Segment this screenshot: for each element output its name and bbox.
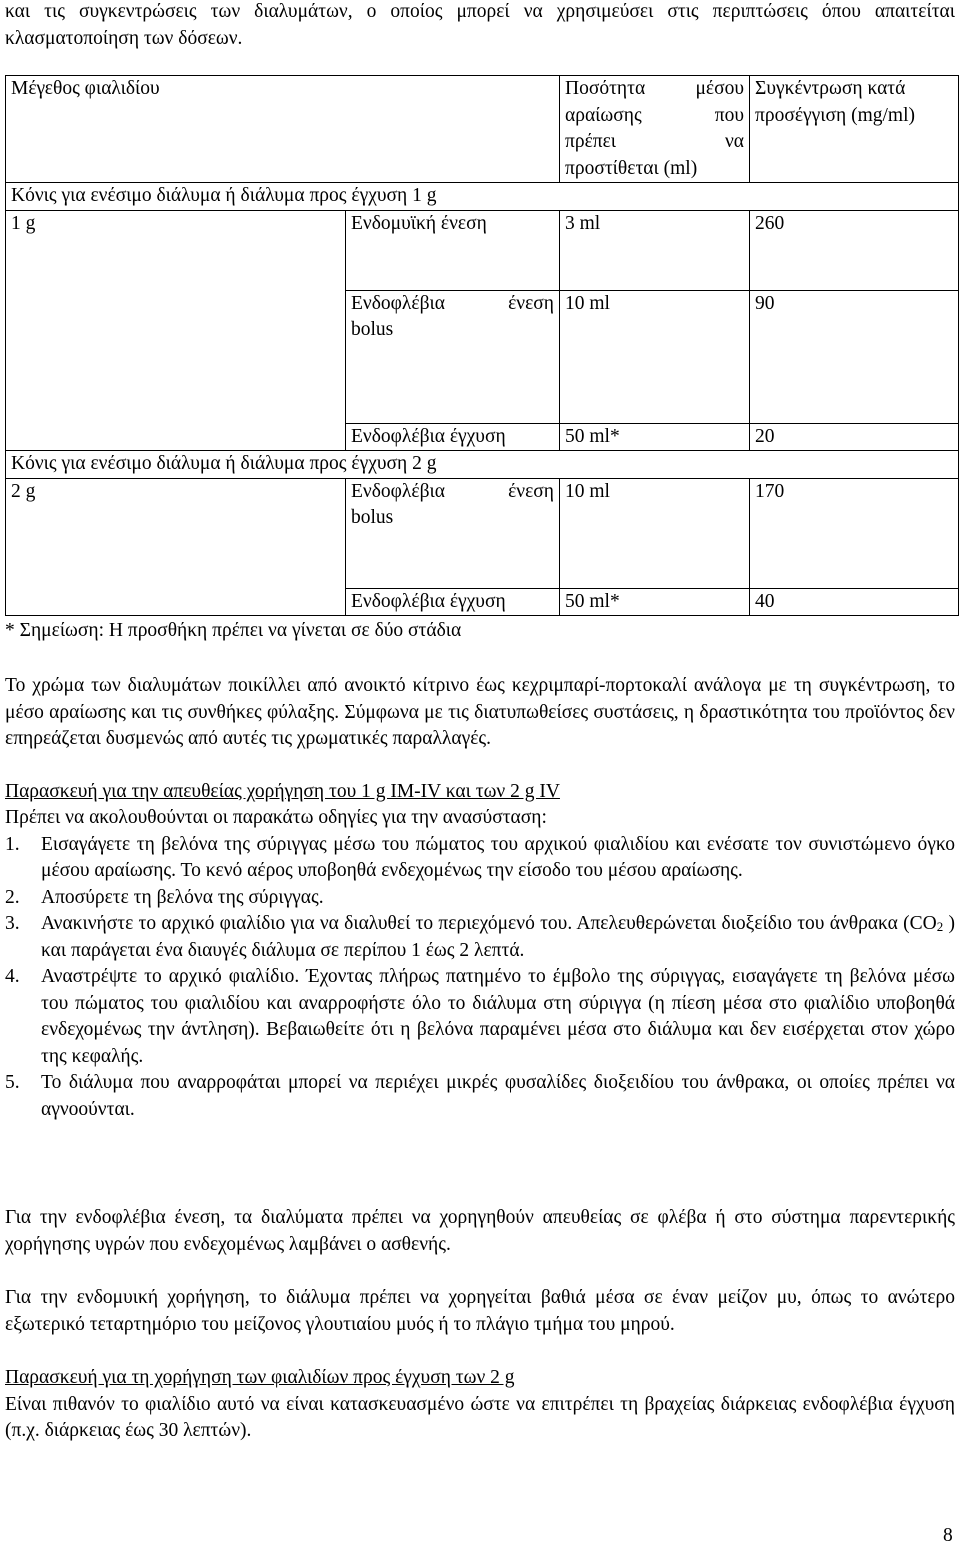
volume-cell: 3 ml — [560, 210, 750, 290]
route-cell: Ενδοφλέβια ένεση bolus — [346, 290, 560, 423]
step-number: 4. — [5, 966, 20, 987]
step-number: 5. — [5, 1072, 20, 1093]
volume-cell: 10 ml — [560, 290, 750, 423]
concentration-cell: 90 — [750, 290, 959, 423]
route-cell: Ενδομυϊκή ένεση — [346, 210, 560, 290]
preparation-heading: Παρασκευή για την απευθείας χορήγηση του 1 g IM-IV και των 2 g IV — [5, 780, 560, 802]
table-row — [6, 478, 959, 588]
step-text: Εισαγάγετε τη βελόνα της σύριγγας μέσω του πώματος του αρχικού φιαλιδίου και ενέσατε τον συνιστώμενο όγκο μέσου αραίωσης. Το κενό αέρος υποβοηθά ενδεχομένως την είσοδο του μέσου αραίωσης. — [41, 833, 955, 881]
reconstitution-steps — [5, 832, 955, 1124]
infusion-section — [5, 1365, 955, 1445]
table-footnote: * Σημείωση: Η προσθήκη πρέπει να γίνεται σε δύο στάδια — [5, 620, 462, 641]
im-injection-paragraph: Για την ενδομυική χορήγηση, το διάλυμα πρέπει να χορηγείται βαθιά μέσα σε έναν μείζον μυ, όπως το ανώτερο εξωτερικό τεταρτημόριο του μείζονος γλουτιαίου μυός ή το πλάγιο τμήμα του μηρού. — [5, 1287, 955, 1335]
table-header-row — [6, 76, 959, 183]
volume-cell: 50 ml* — [560, 423, 750, 451]
group-title-2g: Κόνις για ενέσιμο διάλυμα ή διάλυμα προς έγχυση 2 g — [6, 451, 959, 479]
list-item — [5, 1070, 955, 1123]
group-title-1g: Κόνις για ενέσιμο διάλυμα ή διάλυμα προς έγχυση 1 g — [6, 183, 959, 211]
color-paragraph: Το χρώμα των διαλυμάτων ποικίλλει από ανοικτό κίτρινο έως κεχριμπαρί-πορτοκαλί ανάλογα με τη συγκέντρωση, το μέσο αραίωσης και τις συνθήκες φύλαξης. Σύμφωνα με τις διατυπωθείσες συστάσεις, η δραστικότητα του προϊόντος δεν επηρεάζεται δυσμενώς από αυτές τις χρωματικές παραλλαγές. — [5, 675, 955, 749]
step-text: Το διάλυμα που αναρροφάται μπορεί να περιέχει μικρές φυσαλίδες διοξειδίου του άνθρακα, οι οποίες πρέπει να αγνοούνται. — [41, 1072, 955, 1120]
group-title-row — [6, 183, 959, 211]
iv-injection-paragraph: Για την ενδοφλέβια ένεση, τα διαλύματα πρέπει να χορηγηθούν απευθείας σε φλέβα ή στο σύστημα παρεντερικής χορήγησης υγρών που ενδεχομένως λαμβάνει ο ασθενής. — [5, 1207, 955, 1255]
route-cell: Ενδοφλέβια έγχυση — [346, 423, 560, 451]
group-title-row — [6, 451, 959, 479]
concentration-cell: 170 — [750, 478, 959, 588]
header-diluent-volume: Ποσότητα μέσου αραίωσης που πρέπει να προστίθεται (ml) — [560, 76, 750, 183]
intro-paragraph: και τις συγκεντρώσεις των διαλυμάτων, ο οποίος μπορεί να χρησιμεύσει στις περιπτώσεις όπου απαιτείται κλασματοποίηση των δόσεων. — [5, 1, 955, 49]
concentration-cell: 20 — [750, 423, 959, 451]
list-item — [5, 832, 955, 885]
infusion-paragraph: Είναι πιθανόν το φιαλίδιο αυτό να είναι κατασκευασμένο ώστε να επιτρέπει τη βραχείας διάρκειας ενδοφλέβια έγχυση (π.χ. διάρκειας έως 30 λεπτών). — [5, 1393, 955, 1441]
preparation-intro: Πρέπει να ακολουθούνται οι παρακάτω οδηγίες για την ανασύσταση: — [5, 807, 547, 828]
concentration-cell: 260 — [750, 210, 959, 290]
step-number: 1. — [5, 833, 20, 855]
step-text: Αποσύρετε τη βελόνα της σύριγγας. — [41, 886, 324, 908]
volume-cell: 10 ml — [560, 478, 750, 588]
concentration-cell: 40 — [750, 588, 959, 616]
vial-size-cell: 1 g — [6, 210, 346, 451]
step-number: 3. — [5, 913, 20, 934]
header-vial-size: Μέγεθος φιαλιδίου — [6, 76, 560, 183]
preparation-section — [5, 673, 955, 1123]
header-concentration: Συγκέντρωση κατά προσέγγιση (mg/ml) — [750, 76, 959, 183]
infusion-heading: Παρασκευή για τη χορήγηση των φιαλιδίων προς έγχυση των 2 g — [5, 1367, 515, 1388]
step-number: 2. — [5, 886, 20, 908]
volume-cell: 50 ml* — [560, 588, 750, 616]
list-item — [5, 911, 955, 964]
route-cell: Ενδοφλέβια έγχυση — [346, 588, 560, 616]
reconstitution-table — [5, 75, 959, 616]
step-text: Ανακινήστε το αρχικό φιαλίδιο για να διαλυθεί το περιεχόμενό του. Απελευθερώνεται διοξείδιο του άνθρακα ($CO_2$ ) και παράγεται ένα διαυγές διάλυμα σε περίπου 1 έως 2 λεπτά. — [41, 913, 955, 961]
table-row — [6, 210, 959, 290]
vial-size-cell: 2 g — [6, 478, 346, 616]
page-number: 8 — [943, 1525, 953, 1546]
route-cell: Ενδοφλέβια ένεση bolus — [346, 478, 560, 588]
list-item — [5, 885, 955, 912]
list-item — [5, 964, 955, 1070]
step-text: Αναστρέψτε το αρχικό φιαλίδιο. Έχοντας πλήρως πατημένο το έμβολο της σύριγγας, εισαγάγετε τη βελόνα μέσω του πώματος του φιαλιδίου και αναρροφήστε όλο το διάλυμα στη σύριγγα (η πίεση μέσα στο φιαλίδιο υποβοηθά ενδεχομένως την άντληση). Βεβαιωθείτε ότι η βελόνα παραμένει μέσα στο διάλυμα και δεν εισέρχεται στον χώρο της κεφαλής. — [41, 966, 955, 1067]
